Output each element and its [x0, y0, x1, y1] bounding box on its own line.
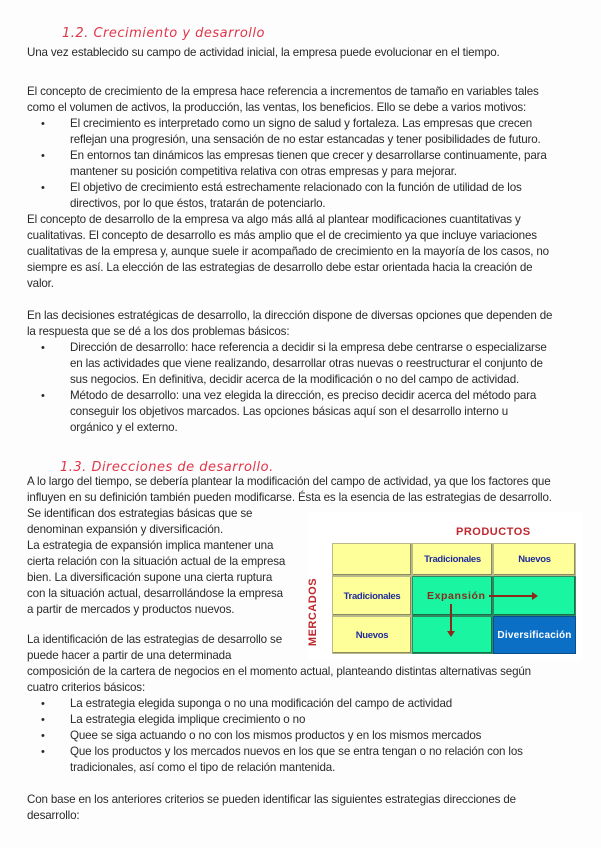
list-item: tradicionales, así como el tipo de relación mantenida. [70, 761, 336, 774]
list-item: mantener su posición competitiva relativa con otras empresas y para mejorar. [70, 165, 457, 178]
bullet-icon: • [41, 390, 45, 402]
bullet-icon: • [41, 342, 45, 354]
bullet-icon: • [41, 746, 45, 758]
list-item: reflejan una progresión, una sensación de no estar estancadas y tener posibilidades de futuro. [70, 133, 541, 146]
matrix-expansion-cell [412, 576, 493, 616]
paragraph-line: siempre es así. La elección de las estrategias de desarrollo debe estar orientada hacia la creación de [27, 261, 533, 274]
list-item: Método de desarrollo: una vez elegida la dirección, es preciso decidir acerca del método para [70, 389, 537, 402]
bullet-icon: • [41, 150, 45, 162]
arrow-right-icon [489, 595, 533, 597]
paragraph-line: En las decisiones estratégicas de desarrollo, la dirección dispone de diversas opciones que dependen de [27, 309, 553, 322]
paragraph-line: Con base en los anteriores criterios se pueden identificar las siguientes estrategias direcciones de [27, 793, 516, 806]
list-item: en las actividades que viene realizando, desarrollar otras nuevas o reestructurar el conjunto de [70, 357, 543, 370]
bullet-icon: • [41, 118, 45, 130]
list-item: directivos, por lo que éstos, tratarán de potenciarlo. [70, 197, 326, 210]
paragraph-line: la respuesta que se dé a los dos problemas básicos: [27, 325, 290, 338]
paragraph-line: A lo largo del tiempo, se debería plantear la modificación del campo de actividad, ya que los factores que [27, 475, 551, 488]
section-heading-directions: 1.3. Direcciones de desarrollo. [60, 460, 274, 475]
matrix-col-header: Nuevos [493, 543, 576, 576]
paragraph-line: con la situación actual, desarrollándose la empresa [27, 587, 283, 600]
paragraph-line: El concepto de desarrollo de la empresa va algo más allá al plantear modificaciones cuantitativas y [27, 213, 521, 226]
paragraph-line: desarrollo: [27, 809, 80, 822]
bullet-icon: • [41, 730, 45, 742]
arrow-down-icon [450, 604, 452, 632]
paragraph-line: cuatro criterios básicos: [27, 681, 146, 694]
list-item: La estrategia elegida implique crecimiento o no [70, 713, 306, 726]
intro-text: Una vez establecido su campo de actividad inicial, la empresa puede evolucionar en el tiempo. [27, 46, 500, 59]
paragraph-line: a partir de mercados y productos nuevos. [27, 603, 235, 616]
arrowhead-right-icon [532, 592, 538, 600]
list-item: En entornos tan dinámicos las empresas tienen que crecer y desarrollarse continuamente, para [70, 149, 547, 162]
paragraph-line: influyen en su definición también pueden modificarse. Ésta es la esencia de las estrategias de desarrollo. [27, 491, 552, 504]
paragraph-line: La estrategia de expansión implica mantener una [27, 539, 274, 552]
list-item: orgánico y el externo. [70, 421, 178, 434]
matrix-corner-cell [332, 543, 412, 576]
paragraph-line: cualitativas de la empresa y, aunque suele ir acompañado de crecimiento en la mayoría de los casos, no [27, 245, 549, 258]
matrix-row-header: Nuevos [332, 616, 412, 654]
paragraph-line: cualitativas. El concepto de desarrollo es más amplio que el de crecimiento ya que incluye variaciones [27, 229, 537, 242]
matrix-products-label: PRODUCTOS [456, 526, 531, 538]
list-item: Quee se siga actuando o no con los mismos productos y en los mismos mercados [70, 729, 482, 742]
matrix-col-header: Tradicionales [412, 543, 493, 576]
bullet-icon: • [41, 714, 45, 726]
matrix-diversification-cell: Diversificación [493, 616, 576, 654]
paragraph-line: cierta relación con la situación actual de la empresa [27, 555, 286, 568]
section-heading-growth: 1.2. Crecimiento y desarrollo [62, 26, 265, 41]
list-item: Dirección de desarrollo: hace referencia a decidir si la empresa debe centrarse o especializarse [70, 341, 547, 354]
matrix-markets-label: MERCADOS [307, 577, 319, 647]
list-item: El objetivo de crecimiento está estrechamente relacionado con la función de utilidad de los [70, 181, 522, 194]
bullet-icon: • [41, 698, 45, 710]
list-item: El crecimiento es interpretado como un signo de salud y fortaleza. Las empresas que crecen [70, 117, 533, 130]
bullet-icon: • [41, 182, 45, 194]
paragraph-line: bien. La diversificación supone una cierta ruptura [27, 571, 273, 584]
paragraph-line: denominan expansión y diversificación. [27, 523, 224, 536]
paragraph-line: valor. [27, 277, 54, 290]
paragraph-line: Se identifican dos estrategias básicas que se [27, 507, 253, 520]
paragraph-line: puede hacer a partir de una determinada [27, 649, 232, 662]
matrix-row-header: Tradicionales [332, 576, 412, 616]
paragraph-line: como el volumen de activos, la producción, las ventas, los beneficios. Ello se debe a varios motivos: [27, 101, 527, 114]
paragraph-line: composición de la cartera de negocios en el momento actual, planteando distintas alternativas según [27, 665, 531, 678]
paragraph-line: La identificación de las estrategias de desarrollo se [27, 633, 282, 646]
list-item: conseguir los objetivos marcados. Las opciones básicas aquí son el desarrollo interno u [70, 405, 509, 418]
list-item: sus negocios. En definitiva, decidir acerca de la modificación o no del campo de actividad. [70, 373, 520, 386]
arrowhead-down-icon [447, 631, 455, 637]
expansion-label: Expansión [427, 590, 486, 602]
list-item: La estrategia elegida suponga o no una modificación del campo de actividad [70, 697, 453, 710]
list-item: Que los productos y los mercados nuevos en los que se entra tengan o no relación con los [70, 745, 523, 758]
paragraph-line: El concepto de crecimiento de la empresa hace referencia a incrementos de tamaño en variables tales [27, 85, 539, 98]
